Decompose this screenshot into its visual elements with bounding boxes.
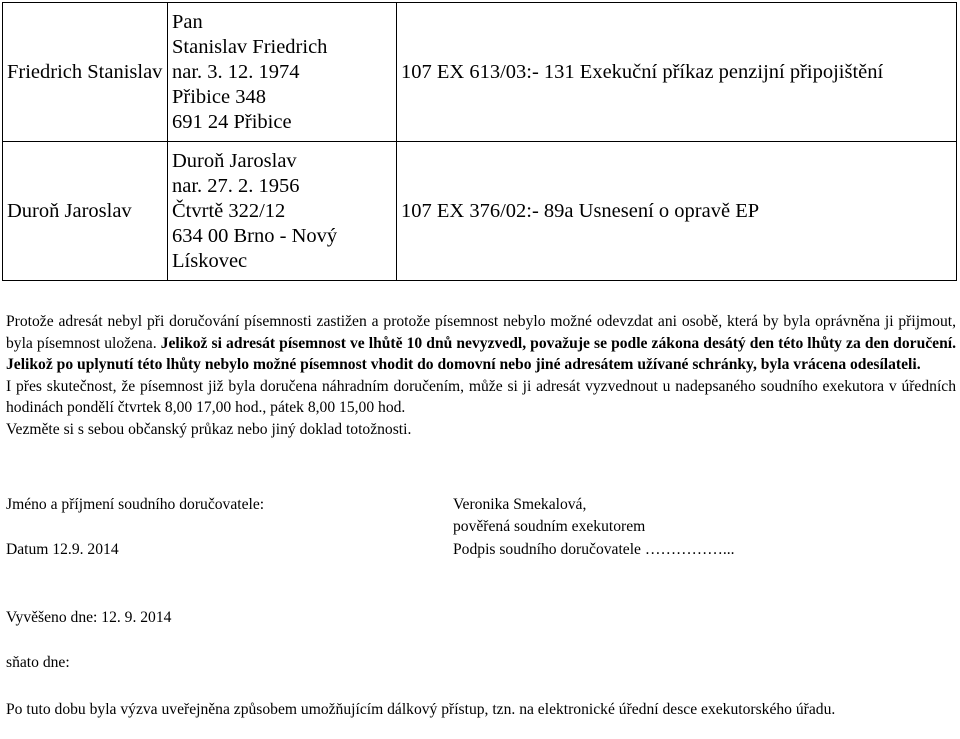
footer-note: Po tuto dobu byla výzva uveřejněna způsobem umožňujícím dálkový přístup, tzn. na elektronické úřední desce exekutorského úřadu. — [6, 701, 836, 718]
recipient-address — [168, 142, 397, 281]
address-line: Lískovec — [172, 249, 248, 272]
address-line: Duroň Jaroslav — [172, 149, 297, 172]
address-line: nar. 27. 2. 1956 — [172, 174, 300, 197]
signature-name: Veronika Smekalová, — [453, 496, 587, 513]
signature-date: Datum 12.9. 2014 — [6, 541, 119, 558]
removed-date: sňato dne: — [6, 654, 70, 671]
notice-legal-text: Jelikož si adresát písemnost ve lhůtě 10 dnů nevyzvedl, považuje se podle zákona desátý den této lhůty za den doručení. Jelikož po uplynutí této lhůty nebylo možné písemnost vhodit do domovní nebo jiné adresátem užívané schránky, byla vrácena odesílateli. — [6, 334, 956, 373]
address-line: Stanislav Friedrich — [172, 35, 328, 58]
address-line: Čtvrtě 322/12 — [172, 199, 286, 222]
record-row — [3, 142, 957, 281]
recipient-address — [168, 3, 397, 142]
address-line: 691 24 Přibice — [172, 110, 292, 133]
recipient-name: Duroň Jaroslav — [3, 142, 168, 281]
notice-pickup-text: I přes skutečnost, že písemnost již byla doručena náhradním doručením, může si ji adresát vyzvednout u nadepsaného soudního exekutora v úředních hodinách pondělí čtvrtek 8,00 17,00 hod., pátek 8,00 15,00 hod. — [6, 377, 956, 416]
address-line: nar. 3. 12. 1974 — [172, 60, 300, 83]
address-line: Pan — [172, 10, 203, 33]
address-line: Přibice 348 — [172, 85, 266, 108]
address-line: 634 00 Brno - Nový — [172, 224, 338, 247]
document-description: 107 EX 376/02:- 89a Usnesení o opravě EP — [397, 142, 957, 281]
posted-date: Vyvěšeno dne: 12. 9. 2014 — [6, 609, 172, 626]
signature-line: Podpis soudního doručovatele ……………... — [453, 541, 735, 558]
document-description: 107 EX 613/03:- 131 Exekuční příkaz penzijní připojištění — [397, 3, 957, 142]
signature-label: Jméno a příjmení soudního doručovatele: — [6, 496, 265, 513]
notice-deposit-text: Protože adresát nebyl při doručování písemnosti zastižen a protože písemnost nebylo možné odevzdat ani osobě, která by byla oprávněna ji přijmout, byla písemnost uložena. — [6, 313, 956, 352]
delivery-notice — [6, 311, 956, 440]
record-row — [3, 3, 957, 142]
records-table — [2, 2, 957, 281]
signature-role: pověřená soudním exekutorem — [453, 518, 646, 535]
recipient-name: Friedrich Stanislav — [3, 3, 168, 142]
notice-id-text: Vezměte si s sebou občanský průkaz nebo jiný doklad totožnosti. — [6, 420, 412, 438]
